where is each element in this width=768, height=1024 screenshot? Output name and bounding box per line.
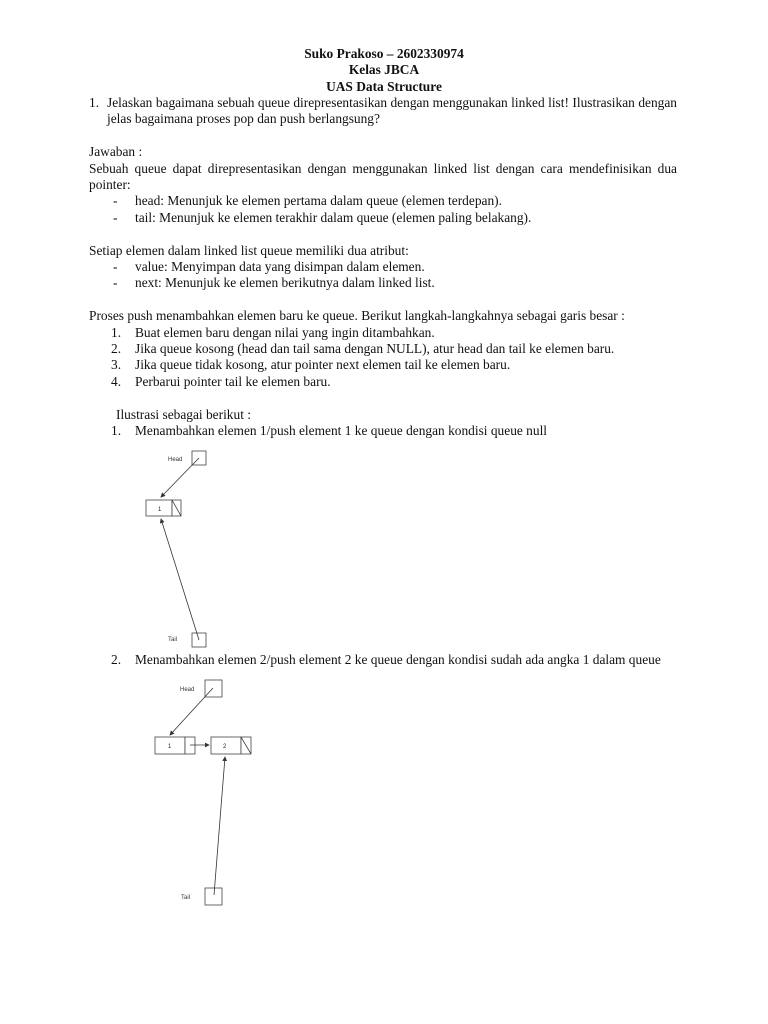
illustration-list	[89, 423, 677, 439]
list-item-text: Menambahkan elemen 2/push element 2 ke queue dengan kondisi sudah ada angka 1 dalam queue	[135, 652, 661, 667]
class-line: Kelas JBCA	[348, 62, 420, 78]
document-body	[89, 95, 677, 439]
dash-marker: -	[113, 259, 118, 275]
list-item	[89, 341, 677, 357]
list-item	[89, 325, 677, 341]
list-item-text: Perbarui pointer tail ke elemen baru.	[135, 373, 331, 389]
list-item-text: head: Menunjuk ke elemen pertama dalam queue (elemen terdepan).	[135, 193, 502, 209]
node-value: 1	[158, 507, 162, 513]
step-number: 2.	[111, 341, 122, 357]
step-number: 2.	[111, 652, 122, 667]
illustration-title: Ilustrasi sebagai berikut :	[116, 406, 251, 422]
tail-arrow	[161, 519, 199, 640]
head-arrow	[170, 688, 213, 735]
tail-pointer-box	[205, 888, 222, 905]
list-item-text: Jika queue tidak kosong, atur pointer next elemen tail ke elemen baru.	[135, 357, 511, 373]
list-item	[89, 423, 677, 439]
list-item	[111, 652, 691, 668]
list-item-text: next: Menunjuk ke elemen berikutnya dalam linked list.	[135, 275, 435, 291]
question	[89, 95, 677, 128]
course-title: UAS Data Structure	[326, 78, 442, 94]
question-number: 1.	[89, 95, 100, 110]
step-number: 1.	[111, 324, 122, 340]
head-label: Head	[180, 687, 195, 693]
push-steps-list	[89, 325, 677, 391]
step-number: 4.	[111, 373, 122, 389]
attribute-list	[89, 259, 677, 292]
list-item	[89, 374, 677, 390]
list-item-text: Buat elemen baru dengan nilai yang ingin ditambahkan.	[135, 324, 435, 340]
list-item	[89, 193, 677, 209]
list-item	[89, 210, 677, 226]
list-item	[89, 259, 677, 275]
tail-arrow	[214, 757, 225, 895]
dash-marker: -	[113, 193, 118, 209]
answer-label: Jawaban :	[89, 144, 143, 160]
attributes-intro: Setiap elemen dalam linked list queue memiliki dua atribut:	[89, 242, 409, 258]
queue-diagram-two-elements	[137, 675, 277, 910]
list-item-text: Jika queue kosong (head dan tail sama dengan NULL), atur head dan tail ke elemen baru.	[135, 341, 615, 357]
step-number: 3.	[111, 357, 122, 373]
list-item-text: Menambahkan elemen 1/push element 1 ke queue dengan kondisi queue null	[135, 423, 548, 439]
list-item-text: tail: Menunjuk ke elemen terakhir dalam queue (elemen paling belakang).	[135, 209, 532, 225]
node-1-next-box	[185, 737, 195, 754]
step-number: 1.	[111, 423, 122, 439]
pointer-list	[89, 193, 677, 226]
author-line: Suko Prakoso – 2602330974	[304, 46, 464, 61]
tail-label: Tail	[168, 637, 178, 643]
node-1-value: 1	[168, 744, 172, 750]
answer-intro: Sebuah queue dapat direpresentasikan dengan menggunakan linked list dengan cara mendefinisikan dua pointer:	[89, 160, 677, 193]
head-arrow	[161, 458, 199, 497]
node-2-value: 2	[223, 744, 227, 750]
list-item-text: value: Menyimpan data yang disimpan dalam elemen.	[135, 259, 425, 275]
head-label: Head	[168, 457, 183, 463]
push-intro: Proses push menambahkan elemen baru ke queue. Berikut langkah-langkahnya sebagai garis besar :	[89, 308, 625, 324]
list-item	[89, 275, 677, 291]
question-text: Jelaskan bagaimana sebuah queue direpresentasikan dengan menggunakan linked list! Ilustrasikan dengan jelas bagaimana proses pop dan push berlangsung?	[107, 95, 677, 127]
dash-marker: -	[113, 209, 118, 225]
dash-marker: -	[113, 275, 118, 291]
list-item	[89, 357, 677, 373]
tail-label: Tail	[181, 895, 191, 901]
document-header	[0, 46, 768, 95]
queue-diagram-one-element	[137, 447, 267, 652]
